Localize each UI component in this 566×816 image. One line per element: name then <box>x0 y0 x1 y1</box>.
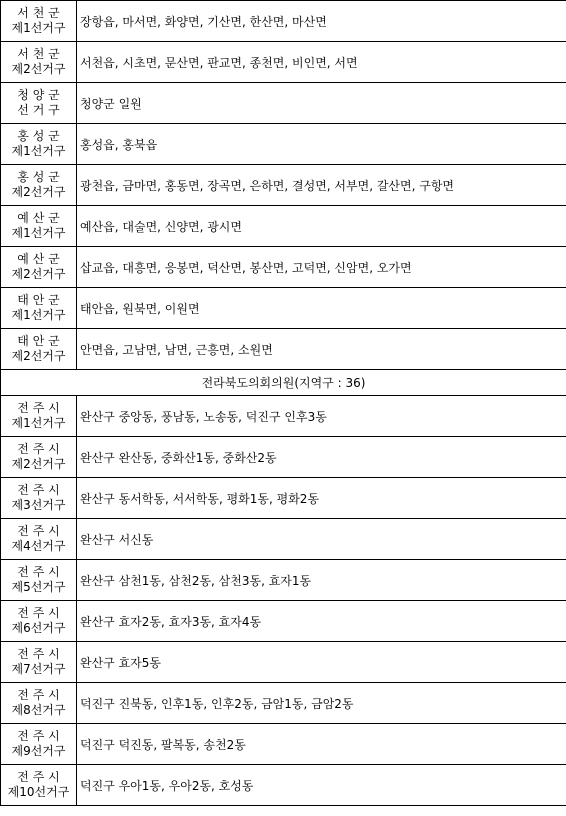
district-areas: 완산구 효자2동, 효자3동, 효자4동 <box>77 601 566 642</box>
district-name-line2: 제10선거구 <box>7 785 70 799</box>
district-row <box>1 396 566 437</box>
district-name <box>1 42 77 83</box>
section-title: 전라북도의회의원(지역구 : 36) <box>1 370 566 396</box>
district-areas: 청양군 일원 <box>77 83 566 124</box>
district-name <box>1 288 77 329</box>
district-areas: 홍성읍, 홍북읍 <box>77 124 566 165</box>
district-areas: 완산구 효자5동 <box>77 642 566 683</box>
district-row <box>1 247 566 288</box>
district-row <box>1 288 566 329</box>
district-name <box>1 83 77 124</box>
district-row <box>1 478 566 519</box>
district-name <box>1 124 77 165</box>
district-name-line2: 제2선거구 <box>11 62 66 76</box>
district-name <box>1 683 77 724</box>
district-areas: 삽교읍, 대흥면, 응봉면, 덕산면, 봉산면, 고덕면, 신암면, 오가면 <box>77 247 566 288</box>
district-row <box>1 642 566 683</box>
district-name-line1: 서 천 군 <box>17 6 60 20</box>
district-row <box>1 329 566 370</box>
district-areas: 완산구 완산동, 중화산1동, 중화산2동 <box>77 437 566 478</box>
district-name-line1: 청 양 군 <box>17 88 60 102</box>
district-name-line2: 제2선거구 <box>11 349 66 363</box>
district-row <box>1 1 566 42</box>
district-name-line2: 제1선거구 <box>11 226 66 240</box>
district-name-line2: 제1선거구 <box>11 144 66 158</box>
district-name-line1: 태 안 군 <box>17 293 60 307</box>
district-name-line1: 전 주 시 <box>17 524 60 538</box>
district-name <box>1 601 77 642</box>
district-name-line2: 제7선거구 <box>11 662 66 676</box>
district-areas: 서천읍, 시초면, 문산면, 판교면, 종천면, 비인면, 서면 <box>77 42 566 83</box>
district-name-line1: 태 안 군 <box>17 334 60 348</box>
district-table-body <box>1 1 566 806</box>
district-name <box>1 560 77 601</box>
district-name-line2: 제2선거구 <box>11 457 66 471</box>
district-areas: 태안읍, 원북면, 이원면 <box>77 288 566 329</box>
district-name-line2: 제3선거구 <box>11 498 66 512</box>
district-name <box>1 724 77 765</box>
district-name-line1: 예 산 군 <box>17 252 60 266</box>
district-row <box>1 765 566 806</box>
district-areas: 장항읍, 마서면, 화양면, 기산면, 한산면, 마산면 <box>77 1 566 42</box>
district-row <box>1 724 566 765</box>
section-header-row <box>1 370 566 396</box>
district-name <box>1 329 77 370</box>
district-name <box>1 437 77 478</box>
district-name-line1: 전 주 시 <box>17 606 60 620</box>
district-name <box>1 206 77 247</box>
district-name-line2: 제1선거구 <box>11 308 66 322</box>
district-row <box>1 560 566 601</box>
district-name-line2: 제6선거구 <box>11 621 66 635</box>
district-row <box>1 601 566 642</box>
district-areas: 덕진구 덕진동, 팔복동, 송천2동 <box>77 724 566 765</box>
district-name-line2: 제9선거구 <box>11 744 66 758</box>
district-row <box>1 124 566 165</box>
district-name-line1: 전 주 시 <box>17 401 60 415</box>
district-name-line1: 전 주 시 <box>17 647 60 661</box>
district-row <box>1 83 566 124</box>
district-name-line1: 전 주 시 <box>17 770 60 784</box>
district-areas: 완산구 동서학동, 서서학동, 평화1동, 평화2동 <box>77 478 566 519</box>
district-areas: 완산구 서신동 <box>77 519 566 560</box>
district-name-line2: 제1선거구 <box>11 416 66 430</box>
district-row <box>1 437 566 478</box>
district-row <box>1 165 566 206</box>
district-row <box>1 42 566 83</box>
district-name-line2: 제5선거구 <box>11 580 66 594</box>
district-areas: 덕진구 우아1동, 우아2동, 호성동 <box>77 765 566 806</box>
district-name <box>1 396 77 437</box>
district-name <box>1 1 77 42</box>
district-name-line2: 제2선거구 <box>11 267 66 281</box>
district-areas: 완산구 중앙동, 풍남동, 노송동, 덕진구 인후3동 <box>77 396 566 437</box>
district-areas: 예산읍, 대술면, 신양면, 광시면 <box>77 206 566 247</box>
district-name-line2: 제8선거구 <box>11 703 66 717</box>
district-row <box>1 519 566 560</box>
district-name <box>1 478 77 519</box>
district-name <box>1 247 77 288</box>
district-name-line2: 선 거 구 <box>17 103 60 117</box>
district-name <box>1 165 77 206</box>
district-name-line1: 전 주 시 <box>17 688 60 702</box>
district-name-line2: 제1선거구 <box>11 21 66 35</box>
district-name-line1: 홍 성 군 <box>17 129 60 143</box>
district-areas: 덕진구 진북동, 인후1동, 인후2동, 금암1동, 금암2동 <box>77 683 566 724</box>
district-name-line2: 제4선거구 <box>11 539 66 553</box>
district-areas: 완산구 삼천1동, 삼천2동, 삼천3동, 효자1동 <box>77 560 566 601</box>
district-areas: 안면읍, 고남면, 남면, 근흥면, 소원면 <box>77 329 566 370</box>
district-row <box>1 206 566 247</box>
district-name <box>1 519 77 560</box>
district-name-line1: 전 주 시 <box>17 442 60 456</box>
district-name <box>1 765 77 806</box>
district-name-line1: 서 천 군 <box>17 47 60 61</box>
district-name-line1: 전 주 시 <box>17 729 60 743</box>
district-name-line1: 홍 성 군 <box>17 170 60 184</box>
district-name-line1: 전 주 시 <box>17 565 60 579</box>
district-name-line1: 예 산 군 <box>17 211 60 225</box>
district-row <box>1 683 566 724</box>
district-name <box>1 642 77 683</box>
district-name-line2: 제2선거구 <box>11 185 66 199</box>
district-areas: 광천읍, 금마면, 홍동면, 장곡면, 은하면, 결성면, 서부면, 갈산면, 구항면 <box>77 165 566 206</box>
district-name-line1: 전 주 시 <box>17 483 60 497</box>
